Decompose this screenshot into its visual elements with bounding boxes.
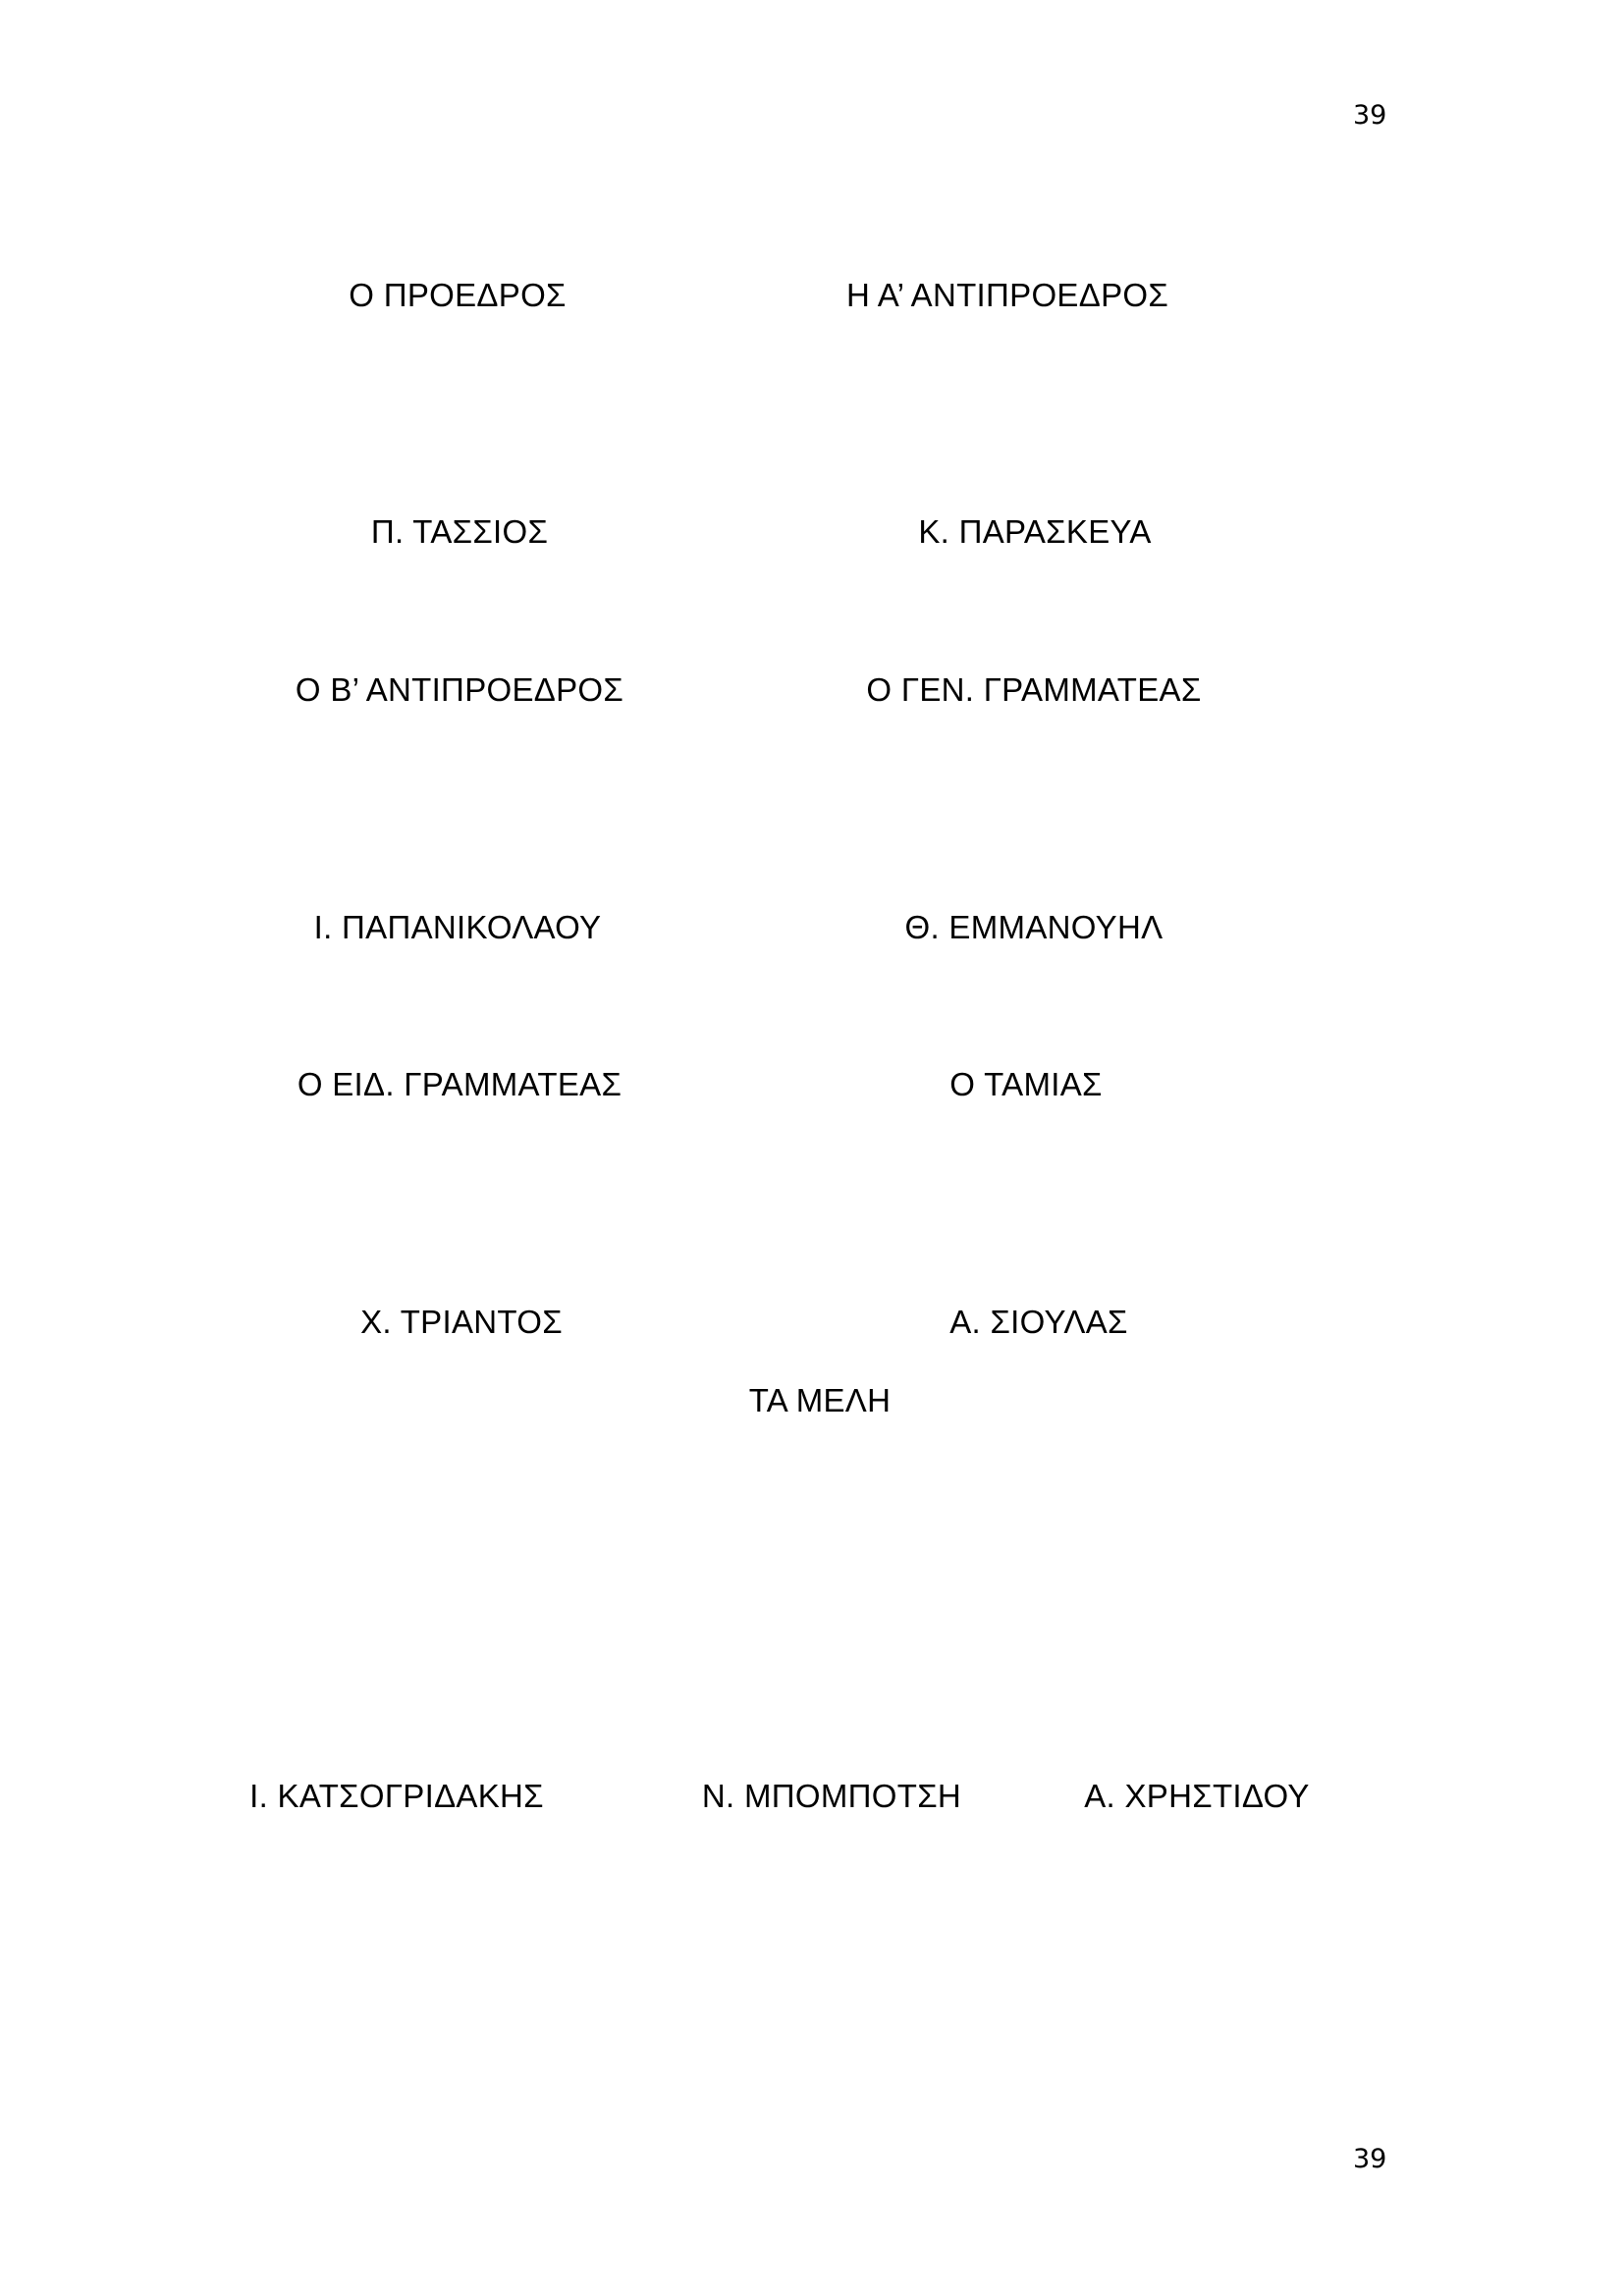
- treasurer-title: Ο ΤΑΜΙΑΣ: [949, 1066, 1103, 1102]
- member-name: Ν. ΜΠΟΜΠΟΤΣΗ: [701, 1778, 962, 1814]
- special-secretary-title: Ο ΕΙΔ. ΓΡΑΜΜΑΤΕΑΣ: [297, 1066, 623, 1102]
- special-secretary-name: Χ. ΤΡΙΑΝΤΟΣ: [360, 1304, 563, 1340]
- president-name: Π. ΤΑΣΣΙΟΣ: [370, 513, 549, 550]
- first-vice-president-name: Κ. ΠΑΡΑΣΚΕΥΑ: [918, 513, 1152, 550]
- members-heading: ΤΑ ΜΕΛΗ: [748, 1382, 892, 1418]
- second-vice-president-title: Ο Β’ ΑΝΤΙΠΡΟΕΔΡΟΣ: [295, 671, 624, 708]
- general-secretary-name: Θ. ΕΜΜΑΝΟΥΗΛ: [904, 909, 1164, 945]
- page-number-top: 39: [1353, 100, 1387, 131]
- member-name: Ι. ΚΑΤΣΟΓΡΙΔΑΚΗΣ: [249, 1778, 544, 1814]
- page-number-bottom: 39: [1353, 2144, 1387, 2174]
- first-vice-president-title: Η Α’ ΑΝΤΙΠΡΟΕΔΡΟΣ: [845, 277, 1169, 313]
- treasurer-name: Α. ΣΙΟΥΛΑΣ: [949, 1304, 1128, 1340]
- second-vice-president-name: Ι. ΠΑΠΑΝΙΚΟΛΑΟΥ: [313, 909, 602, 945]
- general-secretary-title: Ο ΓΕΝ. ΓΡΑΜΜΑΤΕΑΣ: [866, 671, 1202, 708]
- president-title: Ο ΠΡΟΕΔΡΟΣ: [349, 277, 567, 313]
- member-name: Α. ΧΡΗΣΤΙΔΟΥ: [1084, 1778, 1310, 1814]
